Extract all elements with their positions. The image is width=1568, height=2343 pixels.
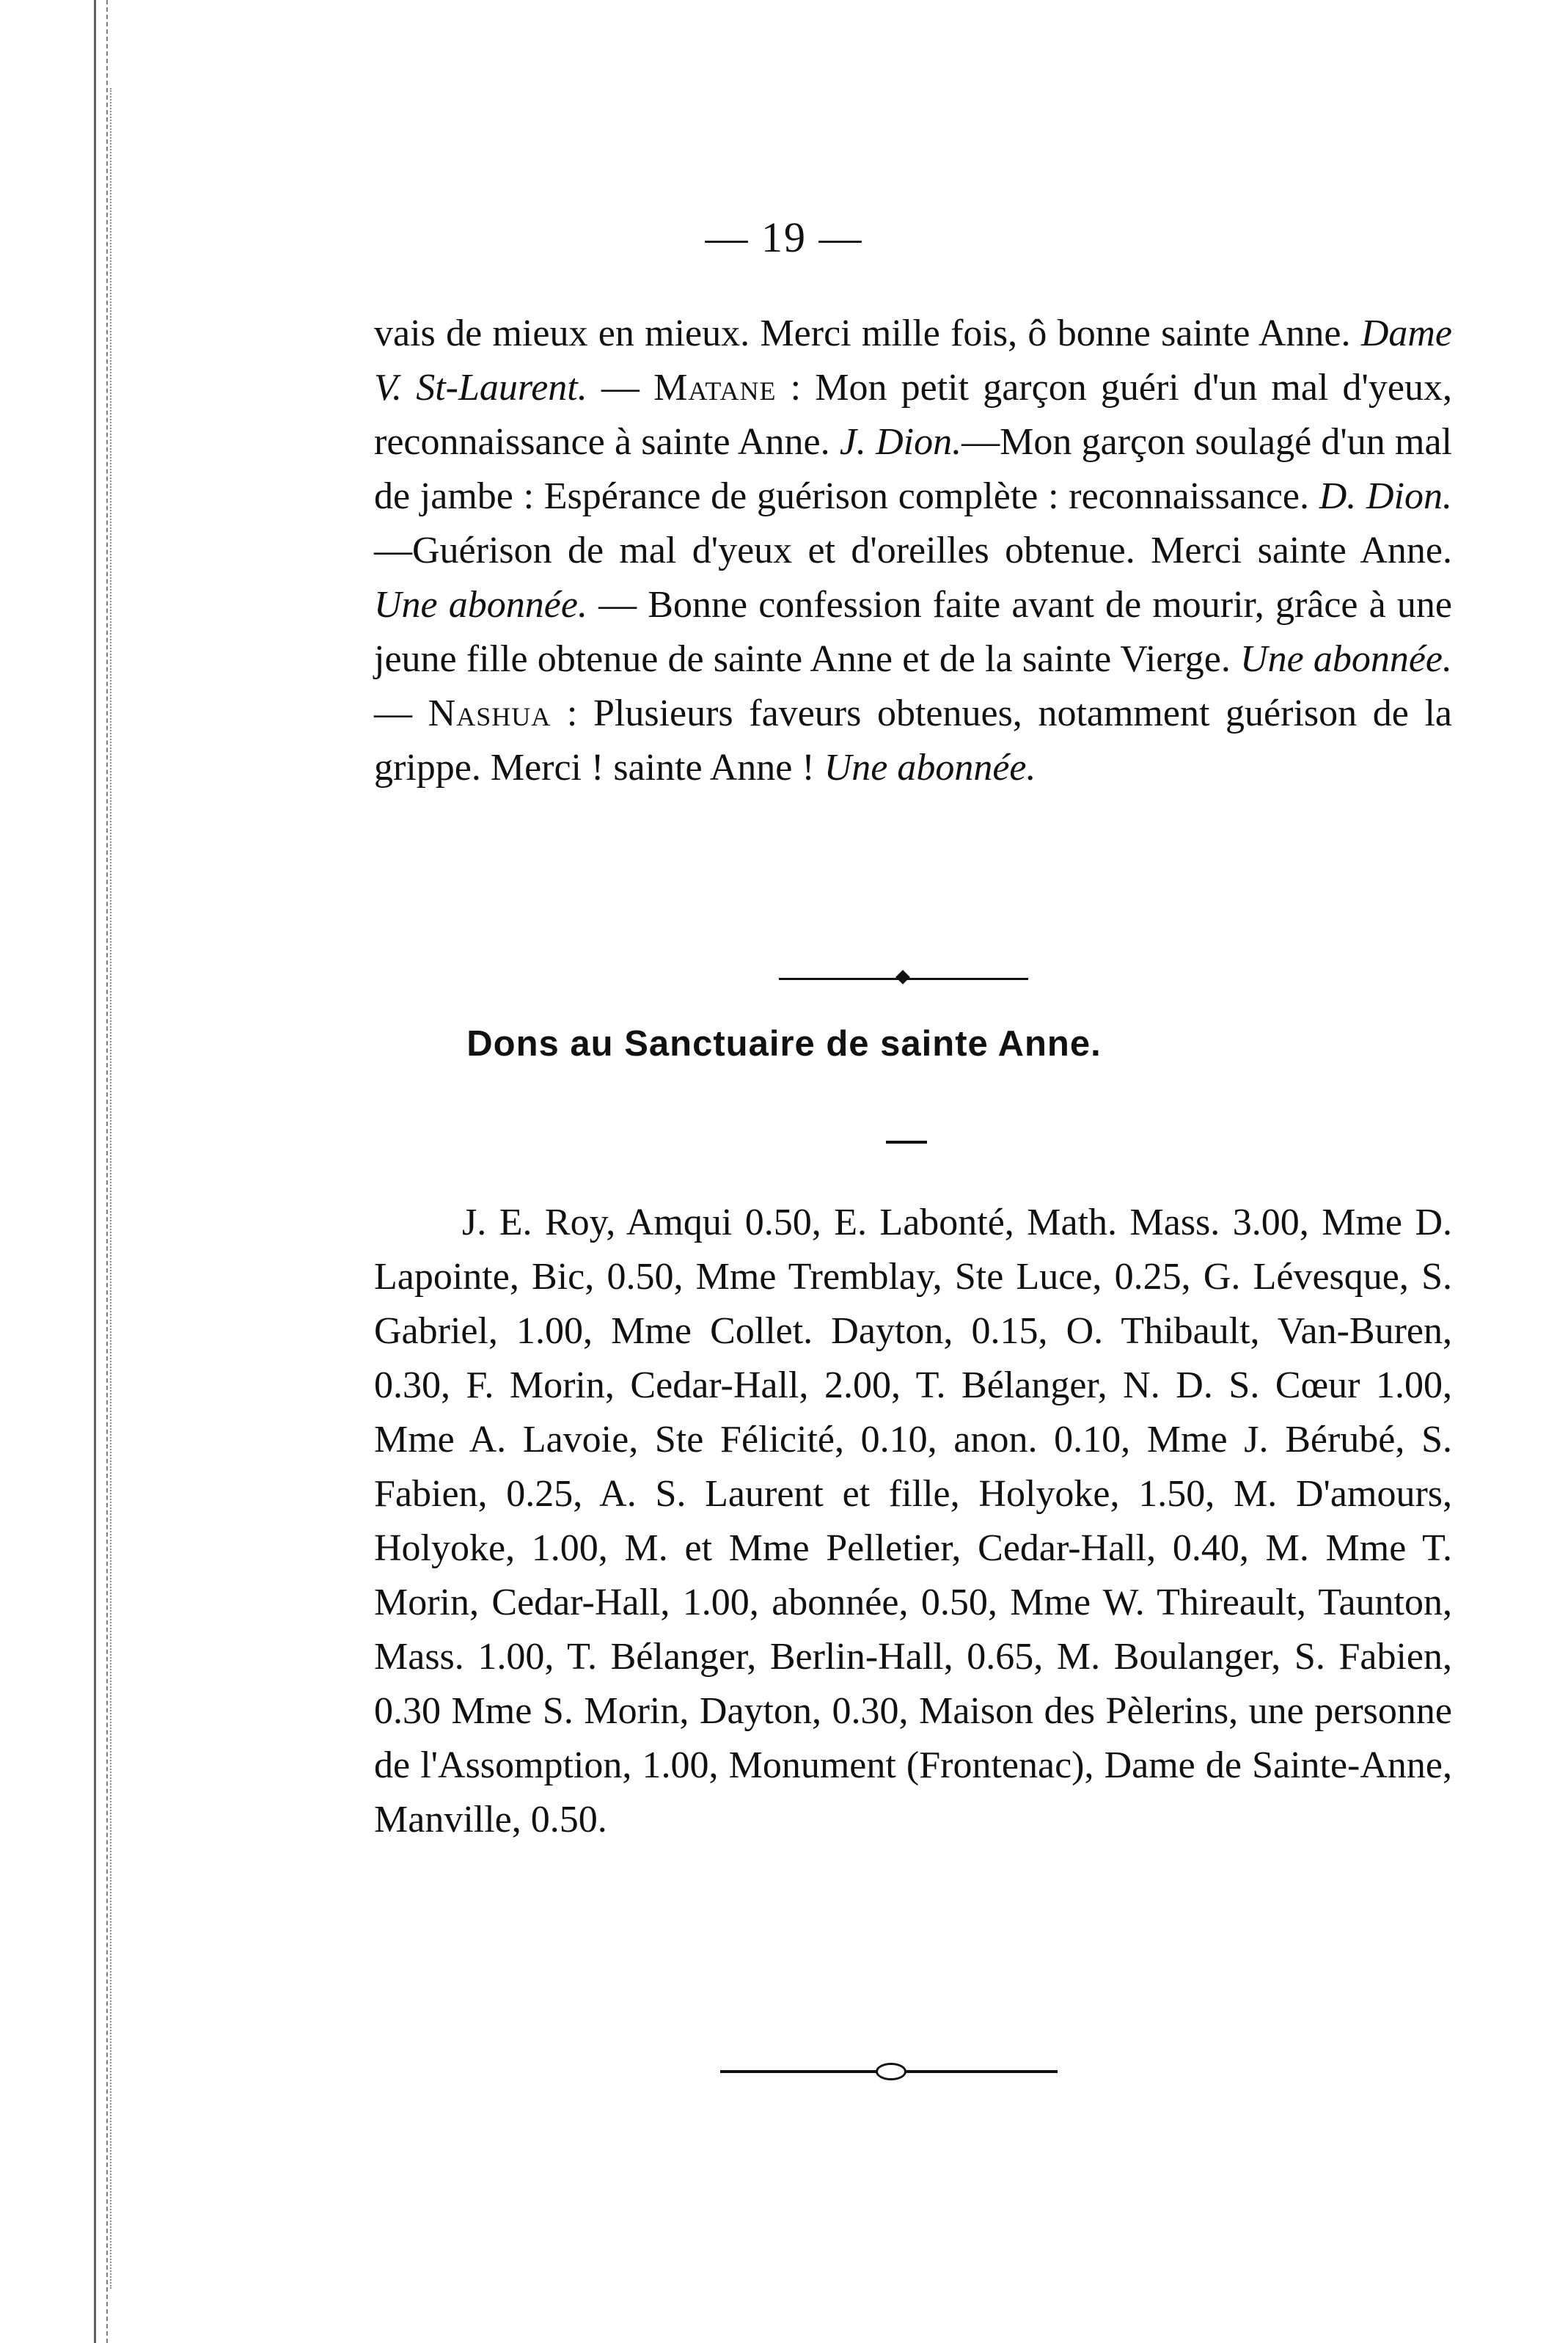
testimonial-text: —Mon garçon soulagé d'un mal de jambe : Espérance de guérison complète : reconnaissance.: [374, 421, 1452, 517]
donations-paragraph: [374, 1196, 1452, 1847]
page-number: — 19 —: [705, 213, 863, 261]
place-name: Matane: [653, 367, 777, 409]
separator: —: [374, 692, 428, 734]
testimonial-text: : Mon petit garçon guéri d'un mal d'yeux, reconnaissance à sainte Anne.: [374, 367, 1453, 463]
testimonial-signature: Une abonnée.: [824, 747, 1036, 789]
ornament-rule-bottom: [720, 2069, 1058, 2075]
ornament-oval: [876, 2063, 906, 2080]
binding-edge: [94, 0, 108, 2343]
testimonial-text: — Bonne confession faite avant de mourir, grâce à une jeune fille obtenue de sainte Anne et de la sainte Vierge.: [374, 584, 1452, 680]
testimonial-signature: D. Dion.: [1319, 475, 1453, 517]
testimonial-signature: Une abonnée.: [374, 584, 587, 626]
ornament-diamond: [895, 970, 910, 984]
testimonial-signature: Dame V. St-Laurent.: [374, 312, 1452, 409]
testimonial-text: : Plusieurs faveurs obtenues, notamment guérison de la grippe. Merci ! sainte Anne !: [374, 692, 1453, 789]
place-name: Nashua: [428, 692, 552, 734]
testimonial-signature: Une abonnée.: [1240, 638, 1452, 680]
testimonials-paragraph: [374, 307, 1452, 795]
binding-shadow: [110, 88, 114, 2289]
donations-text: J. E. Roy, Amqui 0.50, E. Labonté, Math. Mass. 3.00, Mme D. Lapointe, Bic, 0.50, Mme Tremblay, Ste Luce, 0.25, G. Lévesque, S. Gabriel, 1.00, Mme Collet. Dayton, 0.15, O. Thibault, Van-Buren, 0.30, F. Morin, Cedar-Hall, 2.00, T. Bélanger, N. D. S. Cœur 1.00, Mme A. Lavoie, Ste Félicité, 0.10, anon. 0.10, Mme J. Bérubé, S. Fabien, 0.25, A. S. Laurent et fille, Holyoke, 1.50, M. D'amours, Holyoke, 1.00, M. et Mme Pelletier, Cedar-Hall, 0.40, M. Mme T. Morin, Cedar-Hall, 1.00, abonnée, 0.50, Mme W. Thireault, Taunton, Mass. 1.00, T. Bélanger, Berlin-Hall, 0.65, M. Boulanger, S. Fabien, 0.30 Mme S. Morin, Dayton, 0.30, Maison des Pèlerins, une personne de l'Assomption, 1.00, Monument (Frontenac), Dame de Sainte-Anne, Manville, 0.50.: [374, 1202, 1452, 1841]
separator: —: [587, 367, 654, 409]
testimonial-text: —Guérison de mal d'yeux et d'oreilles obtenue. Merci sainte Anne.: [374, 530, 1452, 571]
testimonials-text: [374, 307, 1452, 795]
testimonial-text: vais de mieux en mieux. Merci mille fois, ô bonne sainte Anne.: [374, 312, 1361, 354]
short-rule: [886, 1141, 927, 1144]
testimonial-signature: J. Dion.: [839, 421, 962, 463]
section-heading: Dons au Sanctuaire de sainte Anne.: [466, 1024, 1102, 1064]
